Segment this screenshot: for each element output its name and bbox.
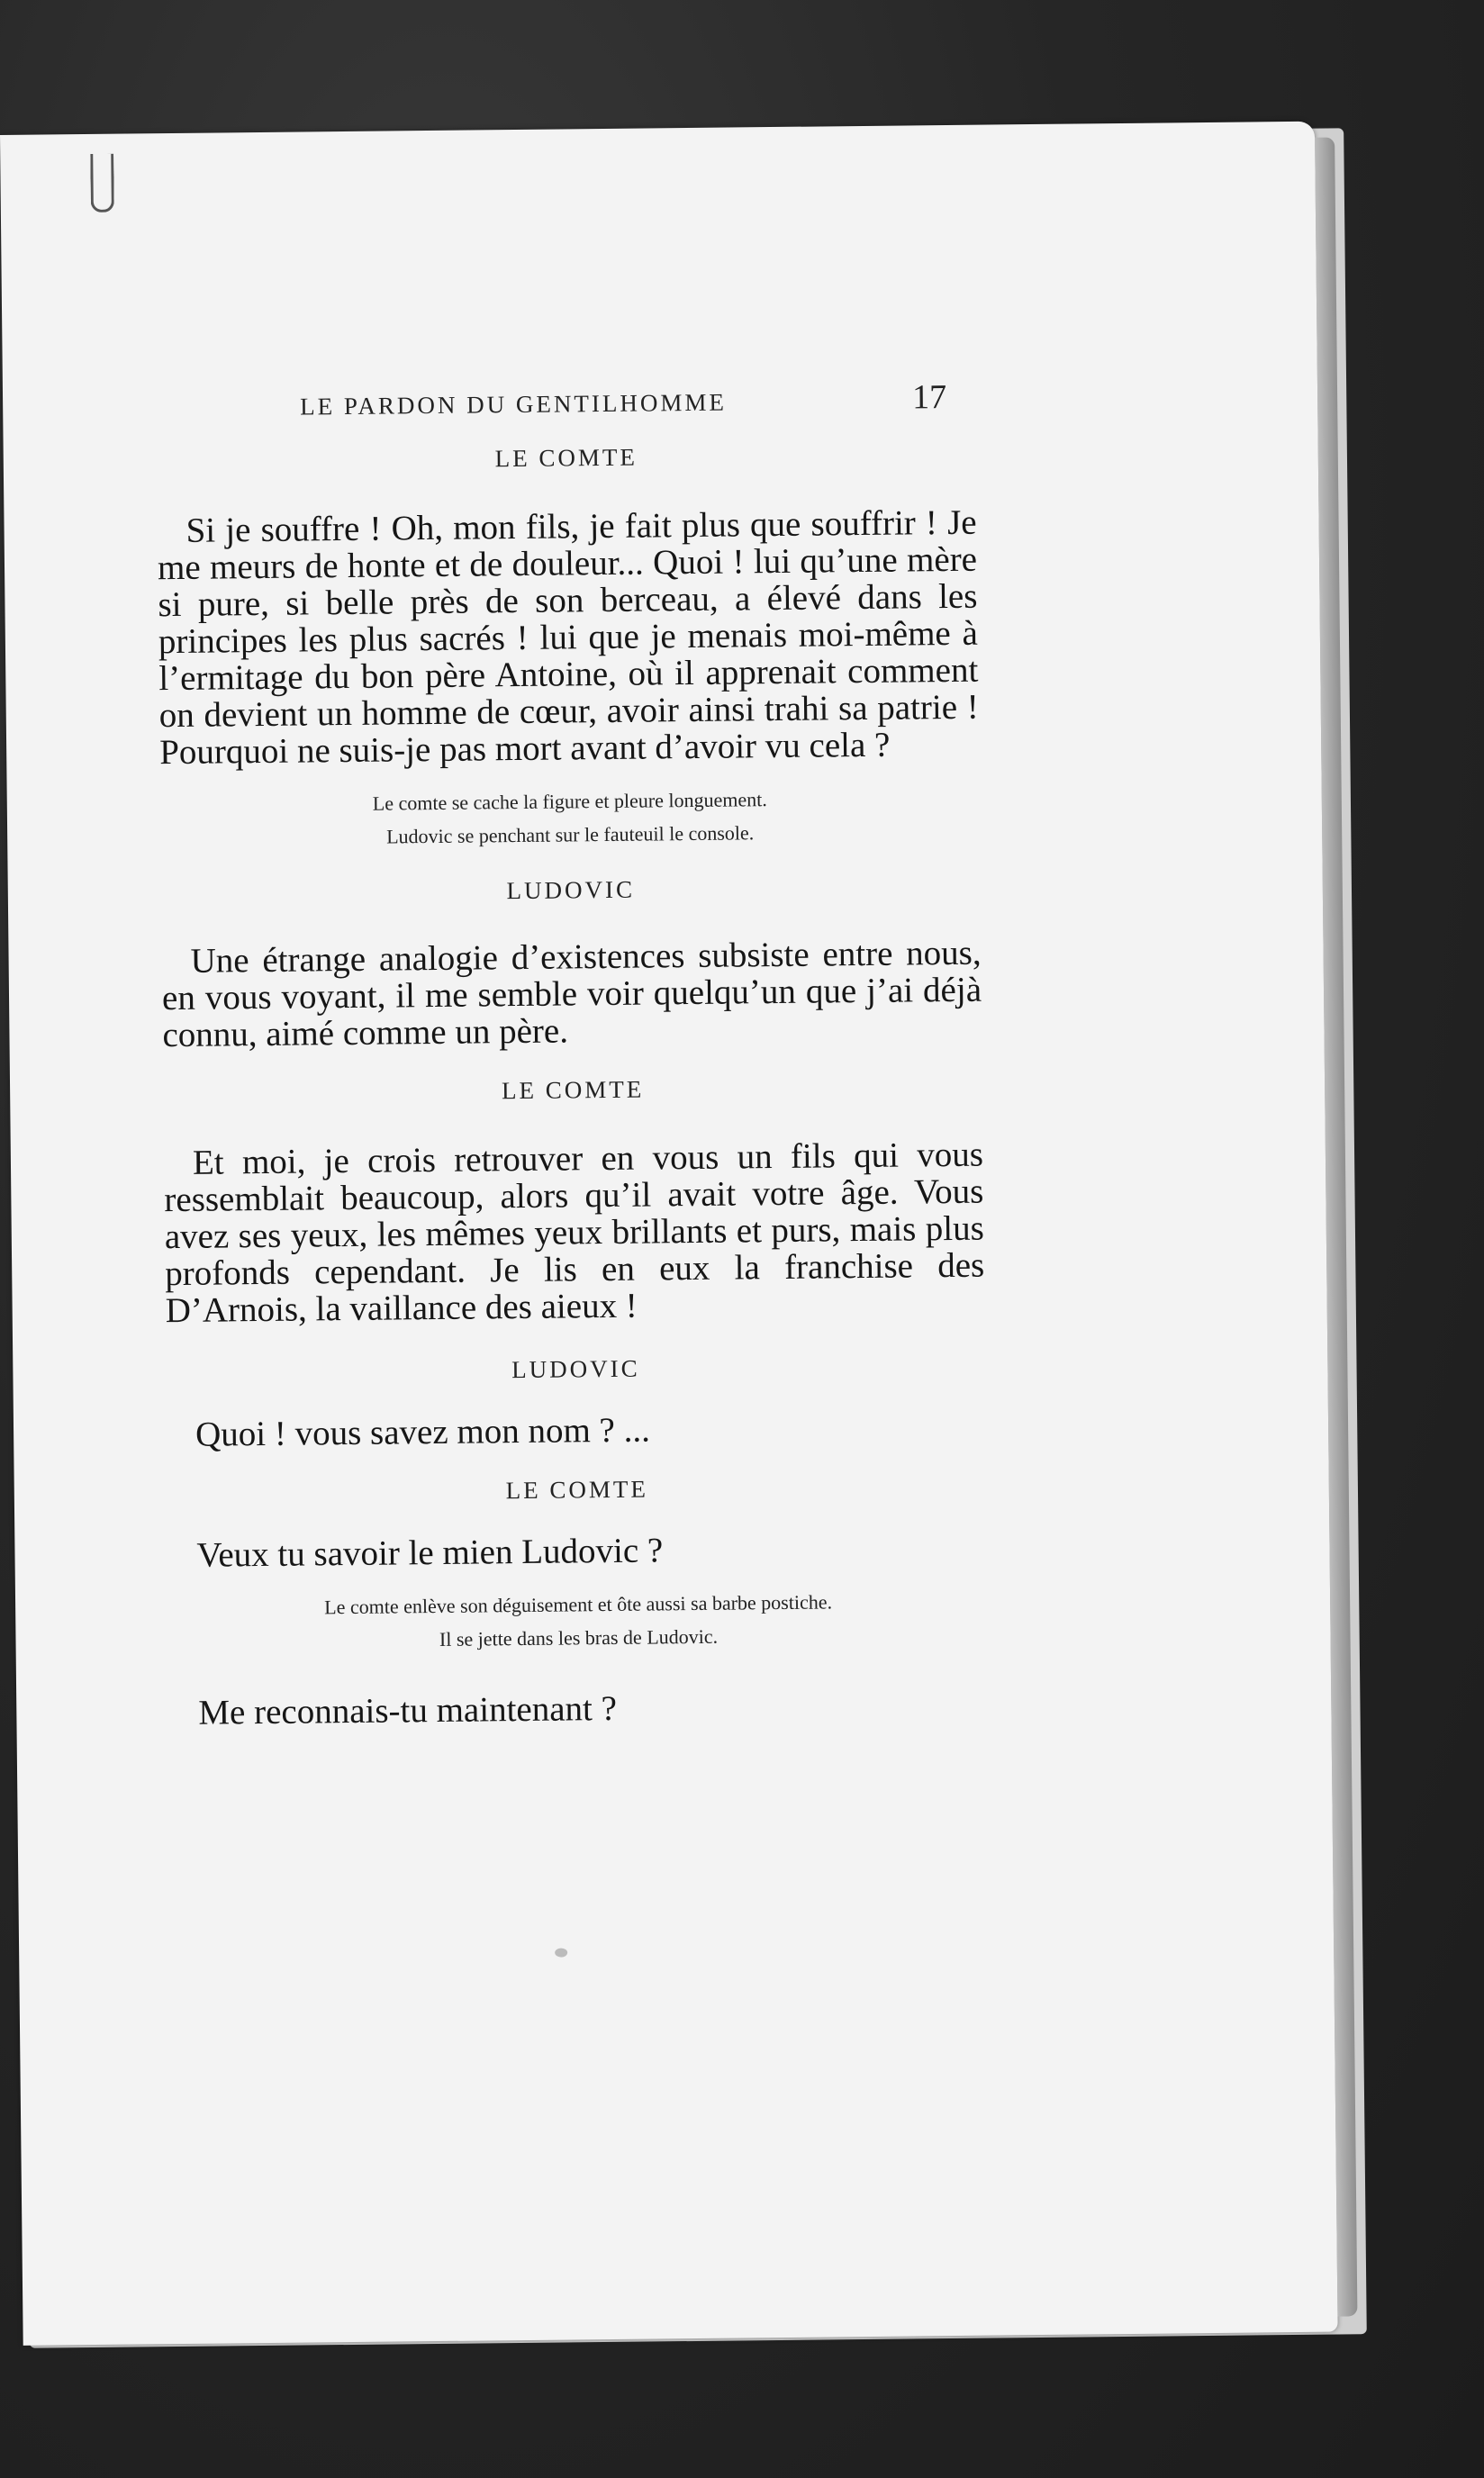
speech-text: Me reconnais-tu maintenant ? (198, 1688, 618, 1732)
smudge (555, 1949, 567, 1958)
speaker-label: LE COMTE (494, 443, 638, 473)
stage-direction-line: Le comte enlève son déguisement et ôte aussi sa barbe postiche. (324, 1590, 833, 1619)
speech-text: Si je souffre ! Oh, mon fils, je fait plus que souffrir ! Je me meurs de honte et de douleur... Quoi ! lui qu’une mère si pure, si belle près de son berceau, a élevé dans les principes les plus sacrés ! lui que je menais moi-même à l’ermitage du bon père Antoine, où il apprenait comment on devient un homme de cœur, avoir ainsi trahi sa patrie ! Pourquoi ne suis-je pas mort avant d’avoir vu cela ? (157, 502, 979, 773)
speech-text: Une étrange analogie d’existences subsiste entre nous, en vous voyant, il me semble voir quelqu’un que j’ai déjà connu, aimé comme un père. (161, 933, 982, 1055)
stage-direction-line: Le comte se cache la figure et pleure longuement. (372, 788, 767, 815)
speaker-label: LE COMTE (501, 1075, 645, 1105)
stage-direction-line: Ludovic se penchant sur le fauteuil le console. (386, 821, 755, 848)
speech-text: Quoi ! vous savez mon nom ? ... (195, 1410, 651, 1454)
speaker-label: LE COMTE (505, 1475, 649, 1505)
stage-direction-line: Il se jette dans les bras de Ludovic. (439, 1624, 719, 1650)
page-number: 17 (911, 378, 947, 417)
running-head (156, 377, 976, 440)
page-content (156, 377, 990, 1732)
speaker-label: LUDOVIC (511, 1354, 640, 1384)
speech-text: Et moi, je crois retrouver en vous un fils qui vous ressemblait beaucoup, alors qu’il avait votre âge. Vous avez ses yeux, les mêmes yeux brillants et purs, mais plus profonds cependant. Je lis en eux la franchise des D’Arnois, la vaillance des aieux ! (164, 1135, 985, 1331)
book-page (0, 122, 1338, 2346)
running-title: LE PARDON DU GENTILHOMME (300, 388, 728, 421)
speech-text: Veux tu savoir le mien Ludovic ? (196, 1531, 664, 1575)
stage-direction (160, 781, 981, 856)
speaker-label: LUDOVIC (506, 875, 636, 905)
stage-direction (168, 1584, 989, 1660)
clip-mark (90, 154, 114, 213)
